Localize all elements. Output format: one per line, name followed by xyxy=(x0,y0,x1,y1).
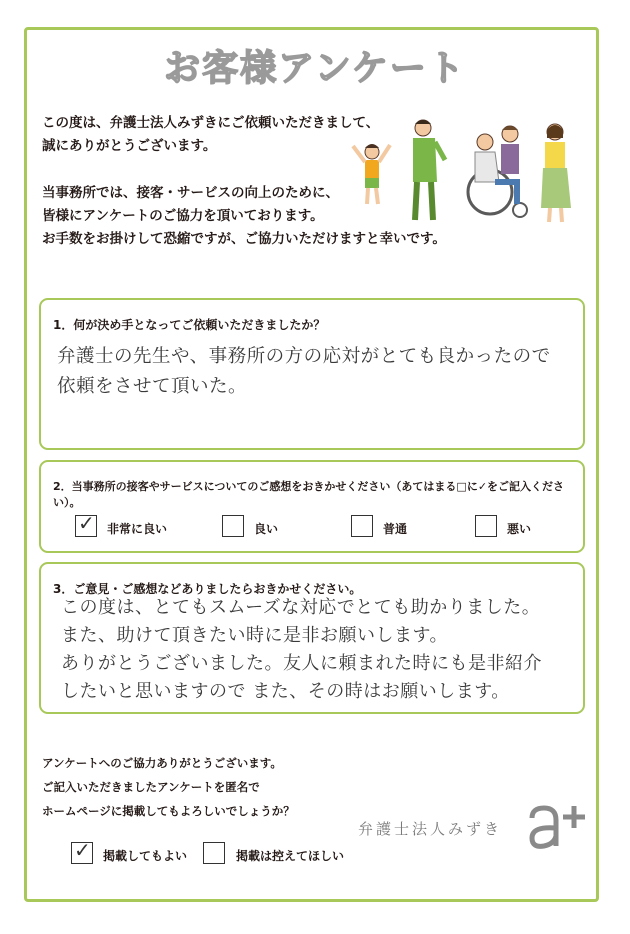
answer-line: したいと思いますので また、その時はお願いします。 xyxy=(61,681,510,702)
check-mark: ✓ xyxy=(74,838,91,862)
question-1-answer[interactable] xyxy=(57,342,551,402)
page-title: お客様アンケート xyxy=(164,48,466,89)
child-figure xyxy=(353,144,390,204)
question-3-answer[interactable] xyxy=(61,594,542,706)
lawyer-figure xyxy=(413,120,445,220)
people-illustration xyxy=(345,112,585,232)
firm-logo-icon xyxy=(526,796,591,851)
intro-line: 皆様にアンケートのご協力を頂いております。 xyxy=(42,208,324,224)
question-2-box xyxy=(39,460,585,553)
option-bad-label: 悪い xyxy=(507,522,532,536)
answer-line: ありがとうございました。友人に頼まれた時にも是非紹介 xyxy=(61,653,542,674)
closing-line: ホームページに掲載してもよろしいでしょうか？ xyxy=(42,804,295,818)
option-very-good-checkbox[interactable] xyxy=(75,511,97,537)
publish-ok-label: 掲載してもよい xyxy=(103,849,188,863)
option-very-good-label: 非常に良い xyxy=(107,522,168,536)
woman-figure xyxy=(541,124,571,222)
answer-line: 依頼をさせて頂いた。 xyxy=(57,376,248,397)
question-3-label: 3．ご意見・ご感想などありましたらおきかせください。 xyxy=(53,582,362,596)
answer-line: また、助けて頂きたい時に是非お願いします。 xyxy=(61,625,449,646)
intro-line: 当事務所では、接客・サービスの向上のために、 xyxy=(42,185,339,201)
question-2-label: 2．当事務所の接客やサービスについてのご感想をおきかせください（あてはまる□に✓をご記入ください）。 xyxy=(53,480,565,509)
publish-decline-checkbox[interactable] xyxy=(203,842,225,864)
closing-text xyxy=(42,751,295,823)
option-bad-checkbox[interactable] xyxy=(475,515,497,537)
intro-line: お手数をお掛けして恐縮ですが、ご協力いただけますと幸いです。 xyxy=(42,231,446,247)
answer-line: この度は、とてもスムーズな対応でとても助かりました。 xyxy=(61,597,541,618)
option-average-label: 普通 xyxy=(383,522,408,536)
intro-line: この度は、弁護士法人みずきにご依頼いただきまして、 xyxy=(42,115,380,131)
option-good-checkbox[interactable] xyxy=(222,515,244,537)
publish-decline-label: 掲載は控えてほしい xyxy=(236,849,345,863)
intro-line: 誠にありがとうございます。 xyxy=(42,138,217,154)
question-3-box xyxy=(39,562,585,714)
answer-line: 弁護士の先生や、事務所の方の応対がとても良かったので xyxy=(57,346,551,367)
closing-line: ご記入いただきましたアンケートを匿名で xyxy=(42,780,260,794)
question-1-box xyxy=(39,298,585,450)
question-1-label: 1．何が決め手となってご依頼いただきましたか？ xyxy=(53,318,326,332)
check-mark: ✓ xyxy=(78,511,95,535)
firm-name: 弁護士法人みずき xyxy=(358,820,503,838)
helper-figure xyxy=(501,126,519,174)
option-average-checkbox[interactable] xyxy=(351,515,373,537)
closing-line: アンケートへのご協力ありがとうございます。 xyxy=(42,756,282,770)
publish-ok-checkbox[interactable] xyxy=(71,838,93,864)
option-good-label: 良い xyxy=(254,522,279,536)
intro-text-1 xyxy=(42,112,379,158)
